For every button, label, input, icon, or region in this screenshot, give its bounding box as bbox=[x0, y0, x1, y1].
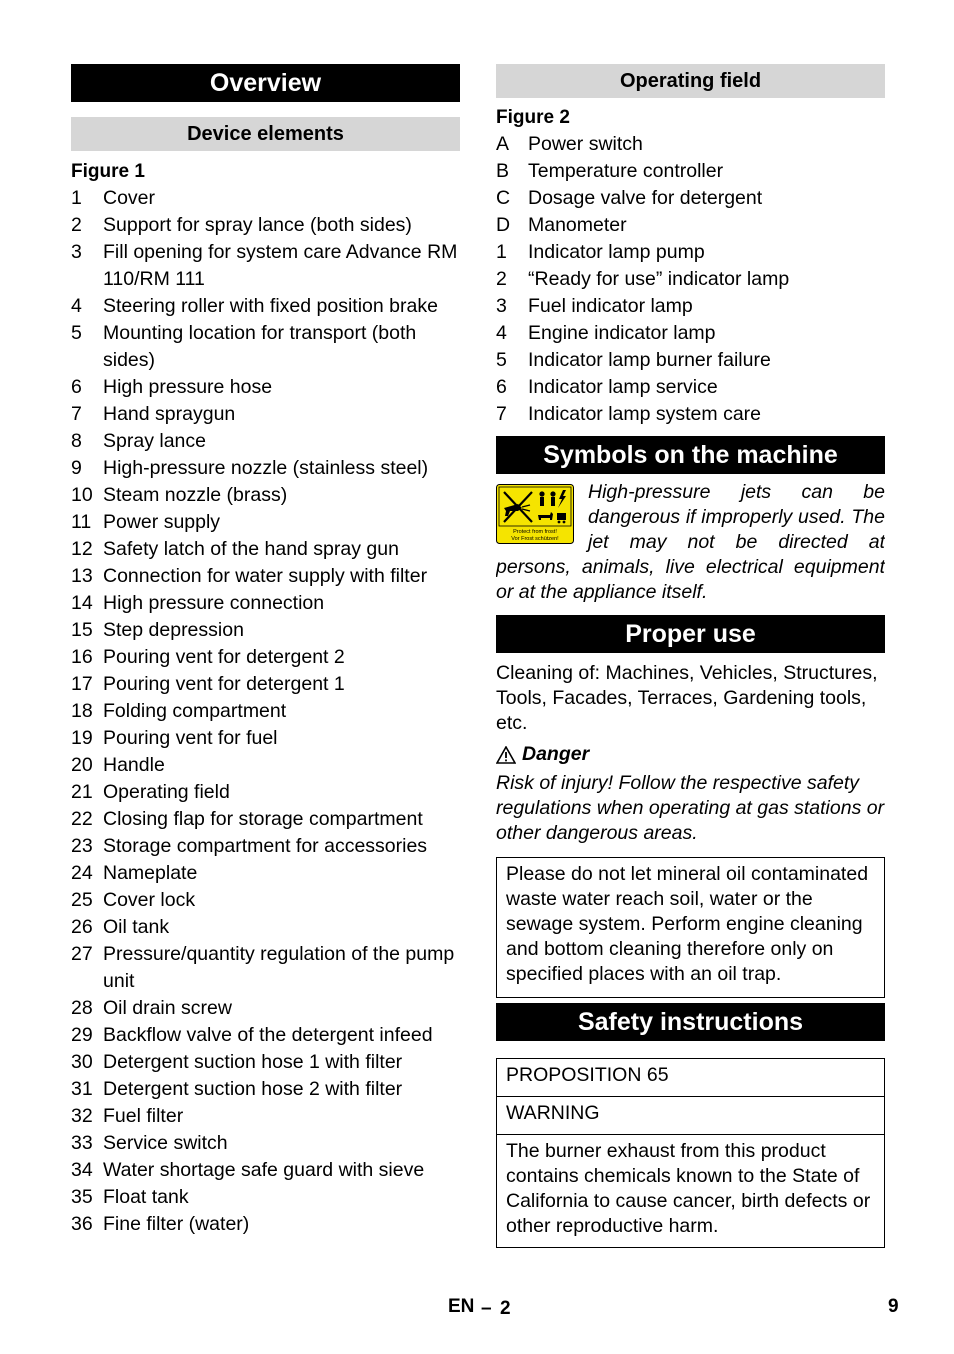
device-element-item-label: Cover lock bbox=[103, 889, 196, 911]
device-element-item bbox=[71, 293, 460, 320]
danger-label: Danger bbox=[522, 743, 590, 765]
device-element-item-number: 33 bbox=[71, 1132, 93, 1154]
device-element-item bbox=[71, 644, 460, 671]
device-element-item-number: 8 bbox=[71, 430, 82, 452]
device-element-item-number: 2 bbox=[71, 214, 82, 236]
device-element-item bbox=[71, 536, 460, 563]
device-element-item-label: Safety latch of the hand spray gun bbox=[103, 538, 399, 560]
device-element-item-label: Detergent suction hose 2 with filter bbox=[103, 1078, 403, 1100]
device-element-item-number: 15 bbox=[71, 619, 93, 641]
operating-field-item-number: 4 bbox=[496, 322, 507, 344]
device-element-item bbox=[71, 1076, 460, 1103]
device-element-item-label: High pressure hose bbox=[103, 376, 273, 398]
device-element-item-label: Backflow valve of the detergent infeed bbox=[103, 1024, 433, 1046]
operating-field-item-label: Indicator lamp system care bbox=[528, 403, 762, 425]
device-element-item bbox=[71, 752, 460, 779]
proper-use-text: Cleaning of: Machines, Vehicles, Structures, Tools, Facades, Terraces, Gardening tools, etc. bbox=[496, 662, 878, 734]
device-element-item-number: 36 bbox=[71, 1213, 93, 1235]
warning-symbol-icon bbox=[496, 484, 574, 544]
operating-field-heading: Operating field bbox=[496, 64, 885, 98]
operating-field-item-number: 1 bbox=[496, 241, 507, 263]
operating-field-item-number: C bbox=[496, 187, 511, 209]
operating-field-item-number: 3 bbox=[496, 295, 507, 317]
device-element-item bbox=[71, 212, 460, 239]
device-element-item bbox=[71, 1103, 460, 1130]
device-element-item-label: Cover bbox=[103, 187, 156, 209]
device-element-item bbox=[71, 455, 460, 482]
device-element-item-number: 30 bbox=[71, 1051, 93, 1073]
device-element-item-number: 4 bbox=[71, 295, 82, 317]
device-element-item bbox=[71, 725, 460, 752]
device-element-item-label: Pressure/quantity regulation of the pump unit bbox=[103, 943, 455, 992]
symbol-section bbox=[496, 480, 885, 605]
symbol-frost-text-de: Vor Frost schützen! bbox=[511, 536, 559, 542]
device-element-item-number: 12 bbox=[71, 538, 93, 560]
device-element-item-number: 34 bbox=[71, 1159, 93, 1181]
device-element-item bbox=[71, 1184, 460, 1211]
footer-lang: EN bbox=[448, 1296, 475, 1317]
device-element-item-label: Oil drain screw bbox=[103, 997, 232, 1019]
device-elements-heading: Device elements bbox=[71, 117, 460, 151]
device-element-item-number: 9 bbox=[71, 457, 82, 479]
device-element-item-label: Connection for water supply with filter bbox=[103, 565, 428, 587]
device-element-item-number: 25 bbox=[71, 889, 93, 911]
device-element-item-label: Handle bbox=[103, 754, 165, 776]
warning-text-cell: The burner exhaust from this product contains chemicals known to the State of California to cause cancer, birth defects or other reproductive harm. bbox=[497, 1134, 884, 1247]
device-element-item-number: 13 bbox=[71, 565, 93, 587]
device-element-item-label: Fuel filter bbox=[103, 1105, 184, 1127]
device-element-item-number: 1 bbox=[71, 187, 82, 209]
device-element-item-number: 19 bbox=[71, 727, 93, 749]
device-element-item-number: 27 bbox=[71, 943, 93, 965]
device-element-item-number: 22 bbox=[71, 808, 93, 830]
device-element-item-number: 32 bbox=[71, 1105, 93, 1127]
operating-field-item-label: Manometer bbox=[528, 214, 627, 236]
device-element-item bbox=[71, 941, 460, 995]
device-element-item-label: Float tank bbox=[103, 1186, 189, 1208]
operating-field-item bbox=[496, 320, 885, 347]
footer-sub-page: 2 bbox=[500, 1298, 511, 1319]
device-element-item-label: Nameplate bbox=[103, 862, 198, 884]
device-element-item bbox=[71, 617, 460, 644]
page-number: 9 bbox=[888, 1296, 899, 1317]
operating-field-item-number: 7 bbox=[496, 403, 507, 425]
device-element-item bbox=[71, 779, 460, 806]
device-element-item bbox=[71, 671, 460, 698]
device-element-item bbox=[71, 482, 460, 509]
device-element-item-number: 11 bbox=[71, 511, 92, 533]
device-element-item bbox=[71, 887, 460, 914]
device-element-item-label: Fine filter (water) bbox=[103, 1213, 250, 1235]
warning-cell: WARNING bbox=[497, 1096, 884, 1134]
oil-notice-text: Please do not let mineral oil contaminated waste water reach soil, water or the sewage system. Perform engine cleaning and bottom cleaning therefore only on specified places with an oil trap. bbox=[506, 863, 869, 985]
device-element-item-label: Service switch bbox=[103, 1132, 228, 1154]
operating-field-item-number: A bbox=[496, 133, 510, 155]
operating-field-item-label: “Ready for use” indicator lamp bbox=[528, 268, 790, 290]
device-element-item bbox=[71, 806, 460, 833]
device-element-item bbox=[71, 995, 460, 1022]
footer-dash: – bbox=[481, 1298, 492, 1319]
device-element-item-label: Mounting location for transport (both sides) bbox=[103, 322, 417, 371]
device-element-item-label: Storage compartment for accessories bbox=[103, 835, 428, 857]
operating-field-item-number: 6 bbox=[496, 376, 507, 398]
device-element-item-number: 31 bbox=[71, 1078, 93, 1100]
device-element-item-label: Folding compartment bbox=[103, 700, 287, 722]
device-element-item bbox=[71, 374, 460, 401]
device-element-item-label: Spray lance bbox=[103, 430, 206, 452]
operating-field-item bbox=[496, 239, 885, 266]
symbol-text: High-pressure jets can be dangerous if improperly used. The jet may not be directed at persons, animals, live electrical equipment or at the appliance itself. bbox=[496, 481, 885, 603]
device-element-item-label: Detergent suction hose 1 with filter bbox=[103, 1051, 403, 1073]
symbols-heading: Symbols on the machine bbox=[496, 436, 885, 474]
operating-field-item-label: Engine indicator lamp bbox=[528, 322, 716, 344]
device-element-item-number: 23 bbox=[71, 835, 93, 857]
device-element-item-number: 3 bbox=[71, 241, 82, 263]
proposition-65-cell: PROPOSITION 65 bbox=[506, 1064, 669, 1086]
device-element-item-label: High pressure connection bbox=[103, 592, 325, 614]
operating-field-item-number: 2 bbox=[496, 268, 507, 290]
device-element-item-label: Operating field bbox=[103, 781, 230, 803]
operating-field-item bbox=[496, 212, 885, 239]
device-element-item-number: 29 bbox=[71, 1024, 93, 1046]
device-element-item-number: 24 bbox=[71, 862, 93, 884]
operating-field-item bbox=[496, 185, 885, 212]
figure-1-label: Figure 1 bbox=[71, 161, 145, 182]
safety-instructions-heading: Safety instructions bbox=[496, 1003, 885, 1041]
device-element-item bbox=[71, 590, 460, 617]
figure-2-label: Figure 2 bbox=[496, 107, 570, 128]
device-element-item bbox=[71, 1022, 460, 1049]
device-element-item-label: Steam nozzle (brass) bbox=[103, 484, 288, 506]
operating-field-item-label: Indicator lamp service bbox=[528, 376, 718, 398]
operating-field-item bbox=[496, 158, 885, 185]
operating-field-item bbox=[496, 401, 885, 428]
operating-field-item bbox=[496, 347, 885, 374]
device-element-item-label: Steering roller with fixed position brake bbox=[103, 295, 438, 317]
danger-label-row bbox=[496, 742, 885, 767]
device-element-item bbox=[71, 1049, 460, 1076]
operating-field-item-number: D bbox=[496, 214, 511, 236]
device-element-item-number: 26 bbox=[71, 916, 93, 938]
device-element-item-number: 28 bbox=[71, 997, 93, 1019]
operating-field-item bbox=[496, 293, 885, 320]
device-element-item-label: Support for spray lance (both sides) bbox=[103, 214, 412, 236]
device-element-item-label: Water shortage safe guard with sieve bbox=[103, 1159, 425, 1181]
device-element-item-label: Step depression bbox=[103, 619, 244, 641]
operating-field-item-label: Indicator lamp burner failure bbox=[528, 349, 771, 371]
operating-field-item-label: Temperature controller bbox=[528, 160, 724, 182]
device-element-item-label: Pouring vent for detergent 1 bbox=[103, 673, 345, 695]
device-element-item-number: 14 bbox=[71, 592, 93, 614]
operating-field-item bbox=[496, 266, 885, 293]
device-element-item-number: 5 bbox=[71, 322, 82, 344]
right-column bbox=[496, 64, 885, 1248]
device-element-item bbox=[71, 1211, 460, 1238]
left-column bbox=[71, 64, 460, 1238]
operating-field-item bbox=[496, 131, 885, 158]
danger-text: Risk of injury! Follow the respective safety regulations when operating at gas stations or other dangerous areas. bbox=[496, 772, 885, 844]
device-element-item-number: 17 bbox=[71, 673, 93, 695]
overview-heading: Overview bbox=[71, 64, 460, 102]
device-elements-list bbox=[71, 185, 460, 1238]
device-element-item-number: 7 bbox=[71, 403, 82, 425]
device-element-item bbox=[71, 1130, 460, 1157]
device-element-item-number: 18 bbox=[71, 700, 93, 722]
device-element-item-number: 35 bbox=[71, 1186, 93, 1208]
oil-notice-box bbox=[496, 857, 885, 998]
device-element-item-label: Oil tank bbox=[103, 916, 170, 938]
device-element-item bbox=[71, 833, 460, 860]
operating-field-item bbox=[496, 374, 885, 401]
device-element-item bbox=[71, 914, 460, 941]
device-element-item-label: High-pressure nozzle (stainless steel) bbox=[103, 457, 429, 479]
device-element-item bbox=[71, 401, 460, 428]
device-element-item-label: Pouring vent for fuel bbox=[103, 727, 278, 749]
operating-field-item-number: 5 bbox=[496, 349, 507, 371]
warning-triangle-icon bbox=[496, 746, 516, 764]
proposition-65-table bbox=[496, 1058, 885, 1248]
operating-field-item-label: Dosage valve for detergent bbox=[528, 187, 763, 209]
device-element-item bbox=[71, 563, 460, 590]
operating-field-item-label: Fuel indicator lamp bbox=[528, 295, 693, 317]
device-element-item-label: Hand spraygun bbox=[103, 403, 236, 425]
device-element-item-number: 6 bbox=[71, 376, 82, 398]
device-element-item-number: 10 bbox=[71, 484, 93, 506]
device-element-item-number: 21 bbox=[71, 781, 93, 803]
device-element-item-number: 20 bbox=[71, 754, 93, 776]
device-element-item-label: Power supply bbox=[103, 511, 221, 533]
device-element-item bbox=[71, 509, 460, 536]
device-element-item-label: Pouring vent for detergent 2 bbox=[103, 646, 345, 668]
device-element-item bbox=[71, 320, 460, 374]
device-element-item bbox=[71, 185, 460, 212]
device-element-item bbox=[71, 428, 460, 455]
operating-field-item-number: B bbox=[496, 160, 510, 182]
device-element-item bbox=[71, 1157, 460, 1184]
device-element-item bbox=[71, 698, 460, 725]
device-element-item-number: 16 bbox=[71, 646, 93, 668]
device-element-item-label: Closing flap for storage compartment bbox=[103, 808, 423, 830]
operating-field-list bbox=[496, 131, 885, 428]
operating-field-item-label: Power switch bbox=[528, 133, 643, 155]
symbol-frost-text-en: Protect from frost! bbox=[513, 529, 557, 535]
proper-use-heading: Proper use bbox=[496, 615, 885, 653]
device-element-item-label: Fill opening for system care Advance RM 110/RM 111 bbox=[103, 241, 458, 290]
device-element-item bbox=[71, 860, 460, 887]
operating-field-item-label: Indicator lamp pump bbox=[528, 241, 705, 263]
device-element-item bbox=[71, 239, 460, 293]
